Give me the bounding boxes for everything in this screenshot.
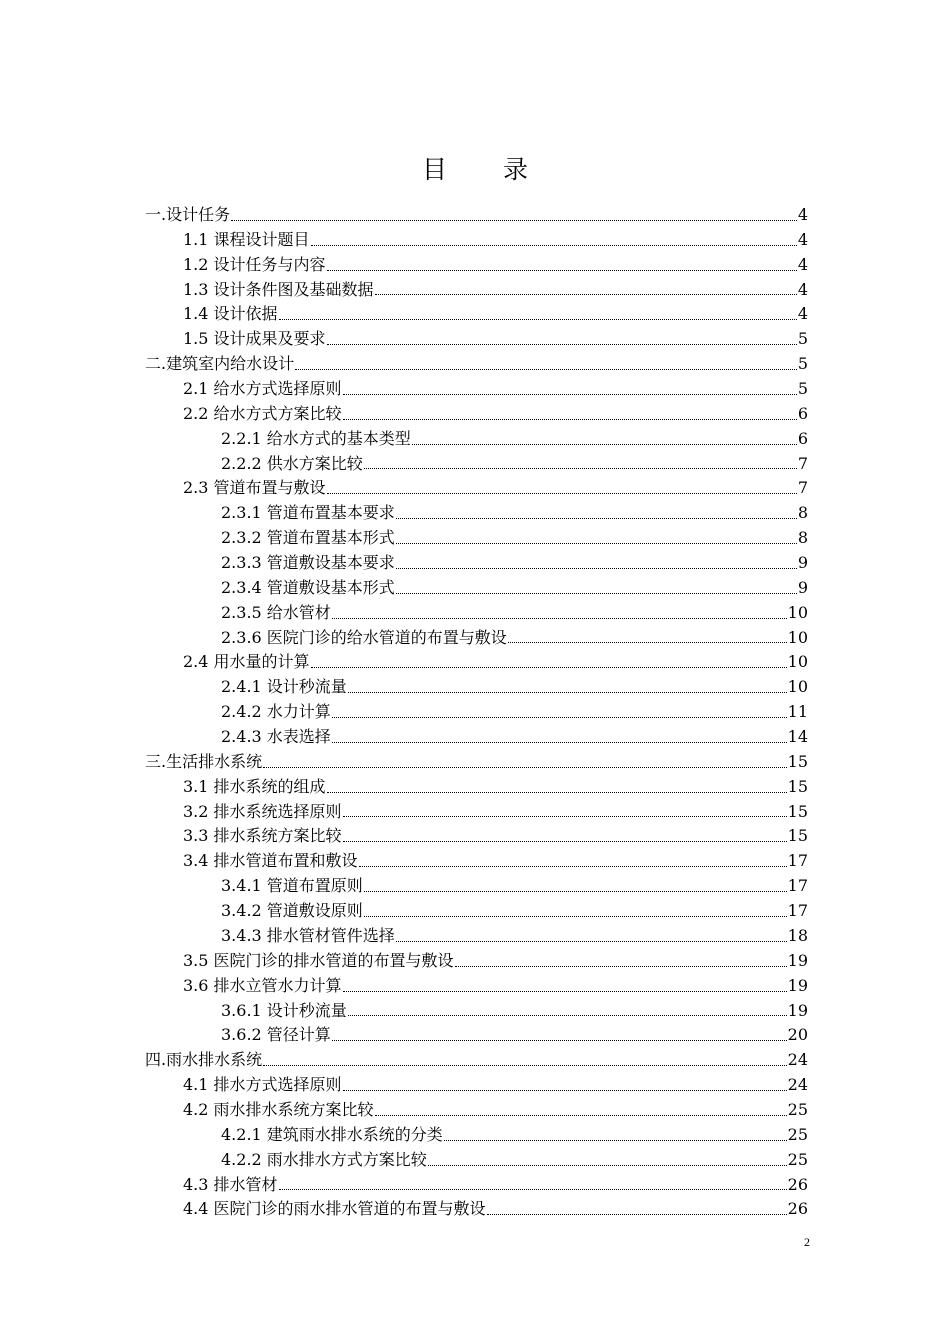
toc-entry-label: 2.2 给水方式方案比较 xyxy=(183,403,342,423)
toc-entry-label: 4.3 排水管材 xyxy=(183,1174,278,1194)
toc-dot-leader xyxy=(375,1115,787,1116)
toc-entry-label: 4.1 排水方式选择原则 xyxy=(183,1075,342,1095)
toc-dot-leader xyxy=(487,1214,787,1215)
toc-entry[interactable] xyxy=(145,1148,808,1173)
toc-entry-label: 3.4.3 排水管材管件选择 xyxy=(221,925,395,945)
toc-entry[interactable] xyxy=(145,1048,808,1073)
toc-dot-leader xyxy=(332,618,787,619)
toc-dot-leader xyxy=(396,593,797,594)
toc-entry-label: 1.2 设计任务与内容 xyxy=(183,254,326,274)
toc-entry-label: 3.6.2 管径计算 xyxy=(221,1025,331,1045)
toc-dot-leader xyxy=(263,767,787,768)
toc-entry[interactable] xyxy=(145,824,808,849)
toc-entry-label: 2.1 给水方式选择原则 xyxy=(183,379,342,399)
toc-entry-label: 1.1 课程设计题目 xyxy=(183,229,310,249)
toc-entry-label: 2.4 用水量的计算 xyxy=(183,652,310,672)
toc-entry-label: 2.4.1 设计秒流量 xyxy=(221,677,347,697)
toc-dot-leader xyxy=(327,493,797,494)
toc-dot-leader xyxy=(327,270,797,271)
toc-entry[interactable] xyxy=(145,1098,808,1123)
toc-entry[interactable] xyxy=(145,974,808,999)
toc-entry[interactable] xyxy=(145,849,808,874)
toc-entry-page: 15 xyxy=(787,751,808,771)
toc-entry[interactable] xyxy=(145,302,808,327)
toc-dot-leader xyxy=(396,518,797,519)
toc-entry[interactable] xyxy=(145,377,808,402)
toc-entry-label: 三.生活排水系统 xyxy=(145,751,263,771)
toc-dot-leader xyxy=(364,891,787,892)
toc-dot-leader xyxy=(311,667,787,668)
toc-entry-page: 15 xyxy=(787,826,808,846)
toc-entry-page: 5 xyxy=(797,379,808,399)
toc-dot-leader xyxy=(295,369,797,370)
toc-entry[interactable] xyxy=(145,476,808,501)
toc-entry[interactable] xyxy=(145,327,808,352)
toc-entry-page: 11 xyxy=(787,702,808,722)
toc-entry[interactable] xyxy=(145,750,808,775)
toc-entry-page: 19 xyxy=(787,1000,808,1020)
toc-entry-label: 2.4.2 水力计算 xyxy=(221,702,331,722)
toc-entry[interactable] xyxy=(145,700,808,725)
toc-dot-leader xyxy=(375,294,797,295)
toc-dot-leader xyxy=(279,1189,787,1190)
toc-entry-page: 17 xyxy=(787,901,808,921)
toc-entry[interactable] xyxy=(145,725,808,750)
toc-entry[interactable] xyxy=(145,352,808,377)
toc-entry-label: 2.4.3 水表选择 xyxy=(221,727,331,747)
toc-entry-label: 4.2.1 建筑雨水排水系统的分类 xyxy=(221,1124,443,1144)
toc-entry[interactable] xyxy=(145,427,808,452)
toc-dot-leader xyxy=(311,245,797,246)
toc-entry-label: 3.6 排水立管水力计算 xyxy=(183,975,342,995)
toc-dot-leader xyxy=(332,1040,787,1041)
toc-entry-label: 4.2.2 雨水排水方式方案比较 xyxy=(221,1149,427,1169)
toc-entry-page: 14 xyxy=(787,727,808,747)
toc-dot-leader xyxy=(396,543,797,544)
toc-entry-page: 25 xyxy=(787,1124,808,1144)
toc-entry-page: 10 xyxy=(787,677,808,697)
page-number: 2 xyxy=(804,1235,810,1249)
toc-entry[interactable] xyxy=(145,1173,808,1198)
toc-dot-leader xyxy=(343,1090,787,1091)
toc-title-left: 目 xyxy=(421,155,447,184)
toc-dot-leader xyxy=(364,916,787,917)
toc-dot-leader xyxy=(231,220,797,221)
toc-dot-leader xyxy=(332,717,787,718)
toc-entry-page: 10 xyxy=(787,652,808,672)
toc-entry-page: 7 xyxy=(797,478,808,498)
toc-dot-leader xyxy=(263,1065,787,1066)
toc-entry-label: 2.3.6 医院门诊的给水管道的布置与敷设 xyxy=(221,627,507,647)
toc-entry-label: 3.2 排水系统选择原则 xyxy=(183,801,342,821)
toc-entry-page: 26 xyxy=(787,1174,808,1194)
toc-dot-leader xyxy=(396,941,787,942)
toc-entry-label: 3.3 排水系统方案比较 xyxy=(183,826,342,846)
toc-entry-label: 二.建筑室内给水设计 xyxy=(145,354,295,374)
toc-entry-label: 3.4.2 管道敷设原则 xyxy=(221,901,363,921)
toc-entry[interactable] xyxy=(145,576,808,601)
toc-dot-leader xyxy=(343,841,787,842)
toc-entry[interactable] xyxy=(145,1123,808,1148)
toc-entry[interactable] xyxy=(145,924,808,949)
toc-dot-leader xyxy=(508,642,787,643)
toc-entry-label: 四.雨水排水系统 xyxy=(145,1050,263,1070)
toc-entry-page: 19 xyxy=(787,975,808,995)
toc-entry-page: 4 xyxy=(797,205,808,224)
toc-entry-page: 17 xyxy=(787,851,808,871)
toc-entry-label: 1.5 设计成果及要求 xyxy=(183,329,326,349)
toc-entry-page: 4 xyxy=(797,304,808,324)
toc-entry-label: 2.2.1 给水方式的基本类型 xyxy=(221,428,411,448)
toc-entry[interactable] xyxy=(145,800,808,825)
toc-entry[interactable] xyxy=(145,203,808,228)
toc-dot-leader xyxy=(348,692,787,693)
toc-entry[interactable] xyxy=(145,402,808,427)
toc-entry[interactable] xyxy=(145,1073,808,1098)
toc-entry-label: 2.3 管道布置与敷设 xyxy=(183,478,326,498)
toc-entry[interactable] xyxy=(145,501,808,526)
toc-dot-leader xyxy=(343,419,797,420)
toc-entry-page: 24 xyxy=(787,1075,808,1095)
toc-entry-label: 2.3.1 管道布置基本要求 xyxy=(221,503,395,523)
toc-dot-leader xyxy=(343,991,787,992)
toc-entry[interactable] xyxy=(145,1197,808,1222)
toc-entry[interactable] xyxy=(145,526,808,551)
toc-entry-label: 3.4.1 管道布置原则 xyxy=(221,876,363,896)
toc-entry[interactable] xyxy=(145,874,808,899)
toc-entry-page: 8 xyxy=(797,528,808,548)
toc-entry-label: 3.5 医院门诊的排水管道的布置与敷设 xyxy=(183,950,454,970)
toc-entry-page: 26 xyxy=(787,1199,808,1219)
toc-entry-page: 9 xyxy=(797,577,808,597)
toc-dot-leader xyxy=(332,742,787,743)
toc-dot-leader xyxy=(279,319,797,320)
toc-entry[interactable] xyxy=(145,278,808,303)
toc-entry-label: 2.3.2 管道布置基本形式 xyxy=(221,528,395,548)
toc-entry-label: 2.3.4 管道敷设基本形式 xyxy=(221,577,395,597)
toc-entry-page: 24 xyxy=(787,1050,808,1070)
toc-entry[interactable] xyxy=(145,253,808,278)
toc-entry[interactable] xyxy=(145,452,808,477)
toc-entry-page: 9 xyxy=(797,553,808,573)
toc-entry[interactable] xyxy=(145,228,808,253)
toc-entry-page: 4 xyxy=(797,229,808,249)
toc-dot-leader xyxy=(327,344,797,345)
toc-dot-leader xyxy=(444,1140,787,1141)
toc-dot-leader xyxy=(396,568,797,569)
toc-dot-leader xyxy=(343,816,787,817)
toc-entry-page: 4 xyxy=(797,254,808,274)
toc-title xyxy=(0,153,950,187)
toc-dot-leader xyxy=(327,792,787,793)
toc-entry[interactable] xyxy=(145,551,808,576)
toc-entry-label: 1.4 设计依据 xyxy=(183,304,278,324)
toc-entry-label: 4.2 雨水排水系统方案比较 xyxy=(183,1099,374,1119)
toc-entry[interactable] xyxy=(145,775,808,800)
toc-entry[interactable] xyxy=(145,675,808,700)
toc-entry-page: 20 xyxy=(787,1025,808,1045)
toc-entry-label: 3.1 排水系统的组成 xyxy=(183,776,326,796)
toc-entry-page: 8 xyxy=(797,503,808,523)
toc-dot-leader xyxy=(428,1165,787,1166)
toc-entry[interactable] xyxy=(145,1023,808,1048)
toc-entry[interactable] xyxy=(145,949,808,974)
table-of-contents xyxy=(145,203,808,1222)
toc-entry-label: 2.3.3 管道敷设基本要求 xyxy=(221,553,395,573)
toc-entry[interactable] xyxy=(145,601,808,626)
toc-entry-page: 19 xyxy=(787,950,808,970)
toc-entry-label: 一.设计任务 xyxy=(145,205,231,224)
toc-entry-label: 4.4 医院门诊的雨水排水管道的布置与敷设 xyxy=(183,1199,486,1219)
toc-entry-page: 6 xyxy=(797,428,808,448)
toc-entry-page: 18 xyxy=(787,925,808,945)
toc-entry[interactable] xyxy=(145,650,808,675)
toc-entry-page: 25 xyxy=(787,1099,808,1119)
toc-dot-leader xyxy=(343,394,797,395)
toc-dot-leader xyxy=(364,468,797,469)
toc-entry-page: 25 xyxy=(787,1149,808,1169)
toc-entry-page: 10 xyxy=(787,627,808,647)
toc-entry-page: 7 xyxy=(797,453,808,473)
toc-entry-label: 3.4 排水管道布置和敷设 xyxy=(183,851,358,871)
toc-entry[interactable] xyxy=(145,626,808,651)
toc-entry-label: 3.6.1 设计秒流量 xyxy=(221,1000,347,1020)
toc-entry-page: 5 xyxy=(797,329,808,349)
toc-entry-page: 17 xyxy=(787,876,808,896)
toc-entry-page: 10 xyxy=(787,602,808,622)
toc-entry[interactable] xyxy=(145,899,808,924)
toc-entry-page: 15 xyxy=(787,776,808,796)
toc-entry-page: 4 xyxy=(797,279,808,299)
toc-entry-page: 15 xyxy=(787,801,808,821)
toc-title-right: 录 xyxy=(503,155,529,184)
toc-entry-label: 2.3.5 给水管材 xyxy=(221,602,331,622)
toc-entry-label: 2.2.2 供水方案比较 xyxy=(221,453,363,473)
toc-entry-page: 6 xyxy=(797,403,808,423)
toc-dot-leader xyxy=(359,866,787,867)
toc-entry-page: 5 xyxy=(797,354,808,374)
toc-dot-leader xyxy=(455,966,787,967)
toc-entry[interactable] xyxy=(145,999,808,1024)
toc-entry-label: 1.3 设计条件图及基础数据 xyxy=(183,279,374,299)
toc-dot-leader xyxy=(348,1015,787,1016)
toc-dot-leader xyxy=(412,444,797,445)
